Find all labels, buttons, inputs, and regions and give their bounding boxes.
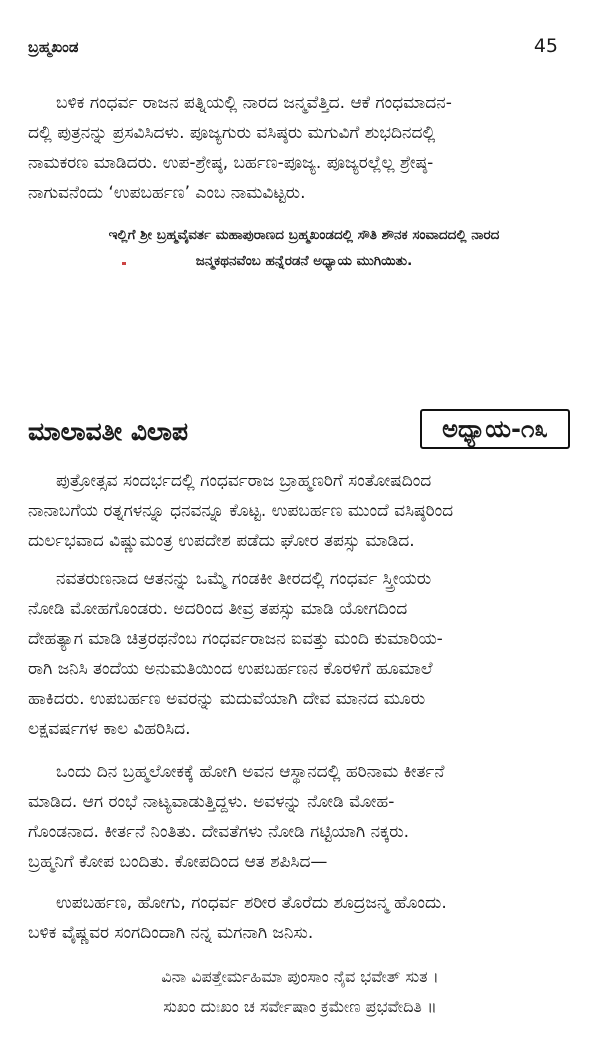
- text-line: ಹಾಕಿದರು. ಉಪಬರ್ಹಣ ಅವರನ್ನು ಮದುವೆಯಾಗಿ ದೇವ ಮಾನದ ಮೂರು: [28, 689, 426, 709]
- text-line: ಪುತ್ರೋತ್ಸವ ಸಂದರ್ಭದಲ್ಲಿ ಗಂಧರ್ವರಾಜ ಬ್ರಾಹ್ಮಣರಿಗೆ ಸಂತೋಷದಿಂದ: [56, 471, 432, 491]
- sanskrit-verse: [80, 962, 520, 1022]
- text-line: ನಾಗುವನೆಂದು ‘ಉಪಬರ್ಹಣ’ ಎಂಬ ನಾಮವಿಟ್ಟರು.: [28, 183, 306, 203]
- text-line: ಒಂದು ದಿನ ಬ್ರಹ್ಮಲೋಕಕ್ಕೆ ಹೋಗಿ ಅವನ ಆಸ್ಥಾನದಲ್ಲಿ ಹರಿನಾಮ ಕೀರ್ತನೆ: [56, 762, 445, 782]
- text-line: ದೇಹತ್ಯಾಗ ಮಾಡಿ ಚಿತ್ರರಥನೆಂಬ ಗಂಧರ್ವರಾಜನ ಐವತ್ತು ಮಂದಿ ಕುಮಾರಿಯ-: [28, 629, 443, 649]
- paragraph-2: [28, 466, 576, 556]
- page-number: 45: [533, 35, 558, 57]
- text-line: ಲಕ್ಷವರ್ಷಗಳ ಕಾಲ ವಿಹರಿಸಿದ.: [28, 719, 191, 739]
- verse-line: ವಿನಾ ವಿಪತ್ತೇರ್ಮಹಿಮಾ ಪುಂಸಾಂ ನೈವ ಭವೇತ್ ಸುತ ।: [161, 967, 439, 986]
- text-line: ದುರ್ಲಭವಾದ ವಿಷ್ಣುಮಂತ್ರ ಉಪದೇಶ ಪಡೆದು ಘೋರ ತಪಸ್ಸು ಮಾಡಿದ.: [28, 531, 415, 551]
- text-line: ನವತರುಣನಾದ ಆತನನ್ನು ಒಮ್ಮೆ ಗಂಡಕೀ ತೀರದಲ್ಲಿ ಗಂಧರ್ವ ಸ್ತ್ರೀಯರು: [56, 569, 432, 589]
- ink-speck: [122, 262, 126, 265]
- text-line: ನಾನಾಬಗೆಯ ರತ್ನಗಳನ್ನೂ ಧನವನ್ನೂ ಕೊಟ್ಟ. ಉಪಬರ್ಹಣ ಮುಂದೆ ವಸಿಷ್ಠರಿಂದ: [28, 501, 454, 521]
- text-line: ನಾಮಕರಣ ಮಾಡಿದರು. ಉಪ-ಶ್ರೇಷ್ಠ, ಬರ್ಹಣ-ಪೂಜ್ಯ. ಪೂಜ್ಯರಲ್ಲೆಲ್ಲ ಶ್ರೇಷ್ಠ-: [28, 153, 434, 173]
- verse-line: ಸುಖಂ ದುಃಖಂ ಚ ಸರ್ವೇಷಾಂ ಕ್ರಮೇಣ ಪ್ರಭವೇದಿತಿ ॥: [163, 997, 437, 1016]
- chapter-title: ಮಾಲಾವತೀ ವಿಲಾಪ: [28, 417, 189, 446]
- text-line: ಬ್ರಹ್ಮನಿಗೆ ಕೋಪ ಬಂದಿತು. ಕೋಪದಿಂದ ಆತ ಶಪಿಸಿದ—: [28, 852, 328, 872]
- paragraph-1: [28, 88, 576, 208]
- paragraph-3: [28, 564, 576, 744]
- chapter-closing-note: [40, 222, 568, 274]
- paragraph-4: [28, 757, 576, 877]
- text-line: ಬಳಿಕ ವೈಷ್ಣವರ ಸಂಗದಿಂದಾಗಿ ನನ್ನ ಮಗನಾಗಿ ಜನಿಸು.: [28, 923, 314, 943]
- text-line: ದಲ್ಲಿ ಪುತ್ರನನ್ನು ಪ್ರಸವಿಸಿದಳು. ಪೂಜ್ಯಗುರು ವಸಿಷ್ಠರು ಮಗುವಿಗೆ ಶುಭದಿನದಲ್ಲಿ: [28, 123, 436, 143]
- text-line: ಗೊಂಡನಾದ. ಕೀರ್ತನೆ ನಿಂತಿತು. ದೇವತೆಗಳು ನೋಡಿ ಗಟ್ಟಿಯಾಗಿ ನಕ್ಕರು.: [28, 822, 410, 842]
- text-line: ಮಾಡಿದ. ಆಗ ರಂಭೆ ನಾಟ್ಯವಾಡುತ್ತಿದ್ದಳು. ಅವಳನ್ನು ನೋಡಿ ಮೋಹ-: [28, 792, 395, 812]
- text-line: ನೋಡಿ ಮೋಹಗೊಂಡರು. ಅದರಿಂದ ತೀವ್ರ ತಪಸ್ಸು ಮಾಡಿ ಯೋಗದಿಂದ: [28, 599, 408, 619]
- text-line: ರಾಗಿ ಜನಿಸಿ ತಂದೆಯ ಅನುಮತಿಯಿಂದ ಉಪಬರ್ಹಣನ ಕೊರಳಿಗೆ ಹೂಮಾಲೆ: [28, 659, 433, 679]
- text-line: ಬಳಿಕ ಗಂಧರ್ವ ರಾಜನ ಪತ್ನಿಯಲ್ಲಿ ನಾರದ ಜನ್ಮವೆತ್ತಿದ. ಆಕೆ ಗಂಧಮಾದನ-: [56, 93, 452, 113]
- running-header-title: ಬ್ರಹ್ಮಖಂಡ: [28, 38, 79, 56]
- chapter-number-box: ಅಧ್ಯಾಯ-೧೩: [420, 409, 570, 449]
- note-line: ಜನ್ಮಕಥನವೆಂಬ ಹನ್ನೆರಡನೆ ಅಧ್ಯಾಯ ಮುಗಿಯಿತು.: [195, 253, 413, 269]
- text-line: ಉಪಬರ್ಹಣ, ಹೋಗು, ಗಂಧರ್ವ ಶರೀರ ತೊರೆದು ಶೂದ್ರಜನ್ಮ ಹೊಂದು.: [56, 893, 447, 913]
- paragraph-5: [28, 888, 576, 948]
- note-line: ಇಲ್ಲಿಗೆ ಶ್ರೀ ಬ್ರಹ್ಮವೈವರ್ತ ಮಹಾಪುರಾಣದ ಬ್ರಹ್ಮಖಂಡದಲ್ಲಿ ಸೌತಿ ಶೌನಕ ಸಂವಾದದಲ್ಲಿ ನಾರದ: [108, 227, 500, 243]
